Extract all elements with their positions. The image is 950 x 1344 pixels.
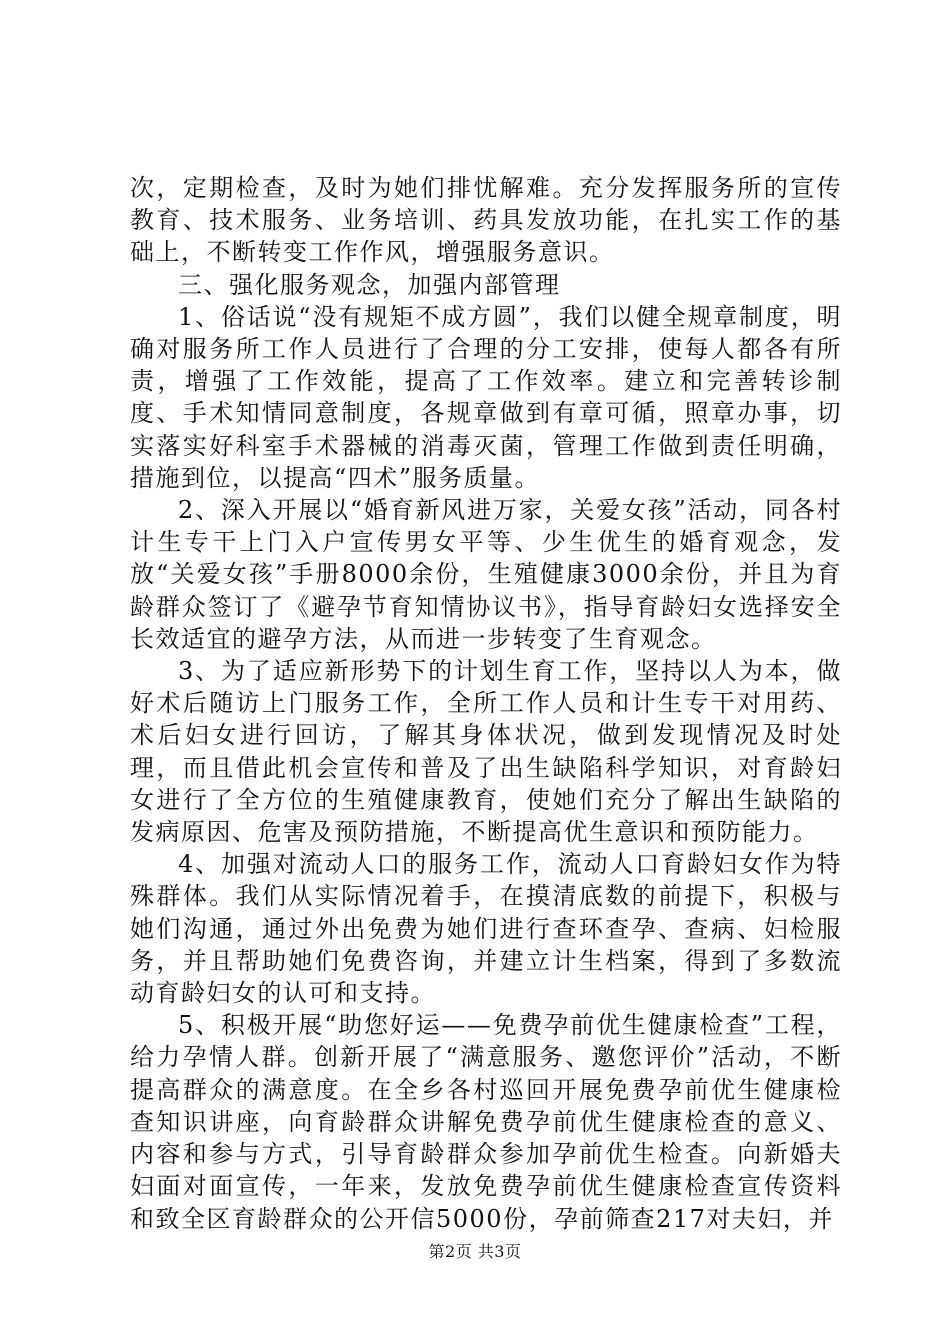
paragraph-item-4: 4、加强对流动人口的服务工作，流动人口育龄妇女作为特殊群体。我们从实际情况着手，在摸清底数的前提下，积极与她们沟通，通过外出免费为她们进行查环查孕、查病、妇检服务，并且帮助她们免费咨询，并建立计生档案，得到了多数流动育龄妇女的认可和支持。 (130, 850, 842, 1008)
paragraph-item-1: 1、俗话说“没有规矩不成方圆”，我们以健全规章制度，明确对服务所工作人员进行了合理的分工安排，使每人都各有所责，增强了工作效能，提高了工作效率。建立和完善转诊制度、手术知情同意制度，各规章做到有章可循，照章办事，切实落实好科室手术器械的消毒灭菌，管理工作做到责任明确，措施到位，以提高“四术”服务质量。 (130, 302, 842, 492)
paragraph-item-3: 3、为了适应新形势下的计划生育工作，坚持以人为本，做好术后随访上门服务工作，全所工作人员和计生专干对用药、术后妇女进行回访，了解其身体状况，做到发现情况及时处理，而且借此机会宣传和普及了出生缺陷科学知识，对育龄妇女进行了全方位的生殖健康教育，使她们充分了解出生缺陷的发病原因、危害及预防措施，不断提高优生意识和预防能力。 (130, 657, 842, 847)
paragraph-item-5: 5、积极开展“助您好运——免费孕前优生健康检查”工程，给力孕情人群。创新开展了“满意服务、邀您评价”活动，不断提高群众的满意度。在全乡各村巡回开展免费孕前优生健康检查知识讲座，向育龄群众讲解免费孕前优生健康检查的意义、内容和参与方式，引导育龄群众参加孕前优生检查。向新婚夫妇面对面宣传，一年来，发放免费孕前优生健康检查宣传资料和致全区育龄群众的公开信5000份，孕前筛查217对夫妇，并 (130, 1011, 842, 1233)
section-heading: 三、强化服务观念，加强内部管理 (178, 270, 561, 299)
page-number-footer: 第2页 共3页 (428, 1242, 522, 1261)
document-body (130, 172, 842, 1235)
paragraph-item-2: 2、深入开展以“婚育新风进万家，关爱女孩”活动，同各村计生专干上门入户宣传男女平等、少生优生的婚育观念，发放“关爱女孩”手册8000余份，生殖健康3000余份，并且为育龄群众签订了《避孕节育知情协议书》，指导育龄妇女选择安全长效适宜的避孕方法，从而进一步转变了生育观念。 (130, 496, 842, 653)
paragraph-continuation: 次，定期检查，及时为她们排忧解难。充分发挥服务所的宣传教育、技术服务、业务培训、药具发放功能，在扎实工作的基础上，不断转变工作作风，增强服务意识。 (130, 174, 842, 267)
